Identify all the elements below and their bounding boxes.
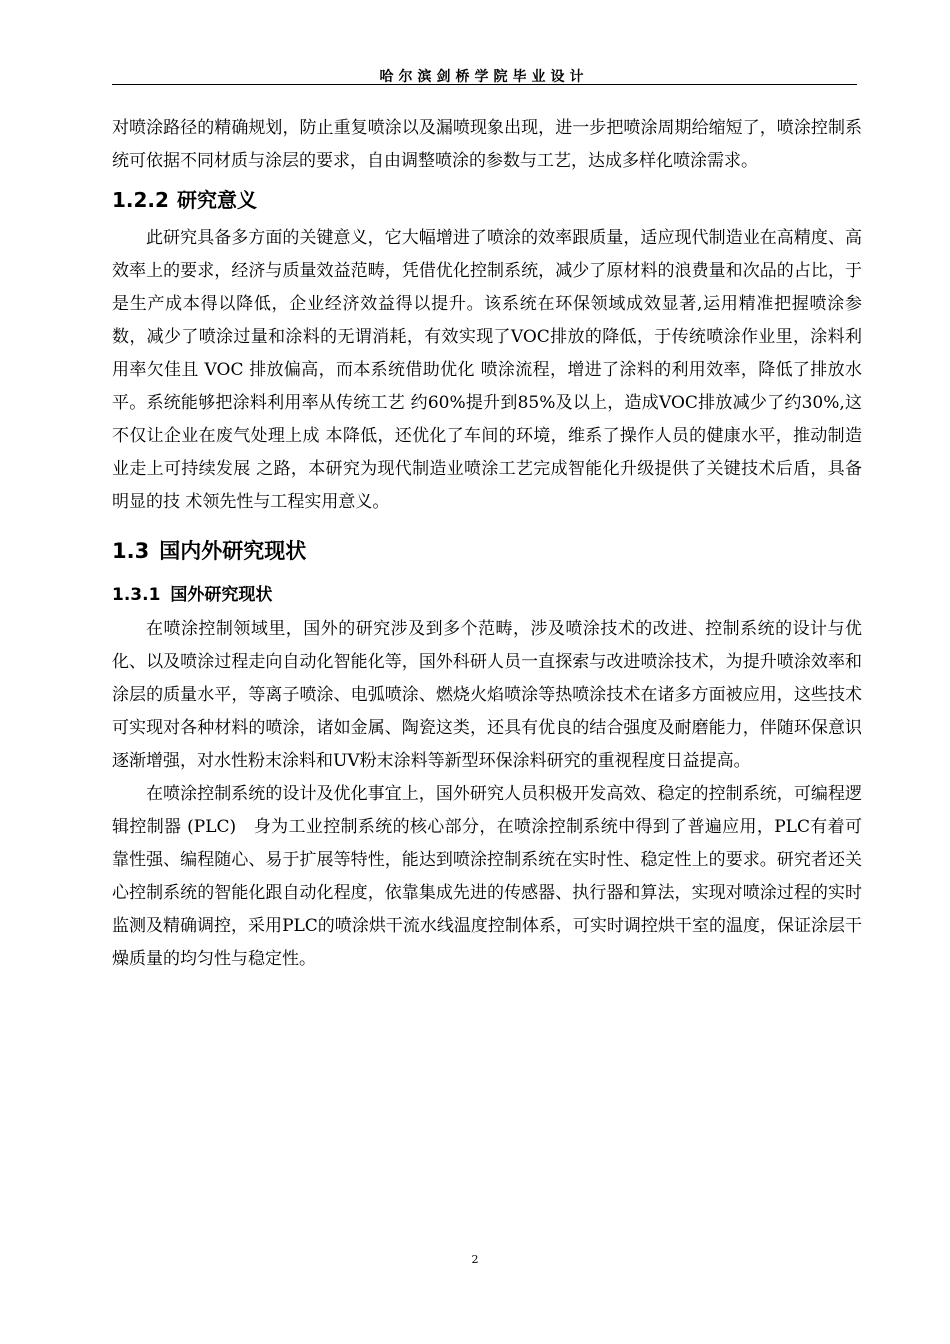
section-heading-1-2-2 — [112, 178, 862, 222]
header-divider — [112, 84, 857, 85]
section-heading-1-3-1 — [112, 577, 862, 613]
research-significance-paragraph: 此研究具备多方面的关键意义，它大幅增进了喷涂的效率跟质量，适应现代制造业在高精度、高效率上的要求，经济与质量效益范畴，凭借优化控制系统，减少了原材料的浪费量和次品的占比，于是生产成本得以降低，企业经济效益得以提升。该系统在环保领域成效显著,运用精准把握喷涂参数，减少了喷涂过量和涂料的无谓消耗，有效实现了VOC排放的降低，于传统喷涂作业里，涂料利用率欠佳且 VOC 排放偏高，而本系统借助优化 喷涂流程，增进了涂料的利用效率，降低了排放水平。系统能够把涂料利用率从传统工艺 约60%提升到85%及以上，造成VOC排放减少了约30%,这不仅让企业在废气处理上成 本降低，还优化了车间的环境，维系了操作人员的健康水平，推动制造业走上可持续发展 之路，本研究为现代制造业喷涂工艺完成智能化升级提供了关键技术后盾，具备明显的技 术领先性与工程实用意义。 — [112, 228, 862, 512]
section-title: 国外研究现状 — [170, 585, 273, 605]
section-title: 研究意义 — [176, 188, 257, 212]
page-number: 2 — [471, 1253, 479, 1266]
page-header-title: 哈尔滨剑桥学院毕业设计 — [379, 69, 589, 85]
section-number: 1.2.2 — [112, 188, 169, 212]
section-title: 国内外研究现状 — [159, 539, 307, 563]
section-number: 1.3 — [112, 539, 150, 563]
section-number: 1.3.1 — [112, 585, 161, 605]
foreign-research-paragraph-2: 在喷涂控制系统的设计及优化事宜上，国外研究人员积极开发高效、稳定的控制系统，可编程逻辑控制器 (PLC) 身为工业控制系统的核心部分，在喷涂控制系统中得到了普遍应用，PLC有着可靠性强、编程随心、易于扩展等特性，能达到喷涂控制系统在实时性、稳定性上的要求。研究者还关心控制系统的智能化跟自动化程度，依靠集成先进的传感器、执行器和算法，实现对喷涂过程的实时监测及精确调控，采用PLC的喷涂烘干流水线温度控制体系，可实时调控烘干室的温度，保证涂层干燥质量的均匀性与稳定性。 — [112, 784, 862, 969]
foreign-research-paragraph-1: 在喷涂控制领域里，国外的研究涉及到多个范畴，涉及喷涂技术的改进、控制系统的设计与优化、以及喷涂过程走向自动化智能化等，国外科研人员一直探索与改进喷涂技术，为提升喷涂效率和涂层的质量水平，等离子喷涂、电弧喷涂、燃烧火焰喷涂等热喷涂技术在诸多方面被应用，这些技术可实现对各种材料的喷涂，诸如金属、陶瓷这类，还具有优良的结合强度及耐磨能力，伴随环保意识逐渐增强，对水性粉末涂料和UV粉末涂料等新型环保涂料研究的重视程度日益提高。 — [112, 619, 862, 771]
page-content — [112, 112, 862, 976]
intro-continuation-paragraph: 对喷涂路径的精确规划，防止重复喷涂以及漏喷现象出现，进一步把喷涂周期给缩短了，喷涂控制系统可依据不同材质与涂层的要求，自由调整喷涂的参数与工艺，达成多样化喷涂需求。 — [112, 118, 862, 171]
section-heading-1-3 — [112, 531, 862, 571]
